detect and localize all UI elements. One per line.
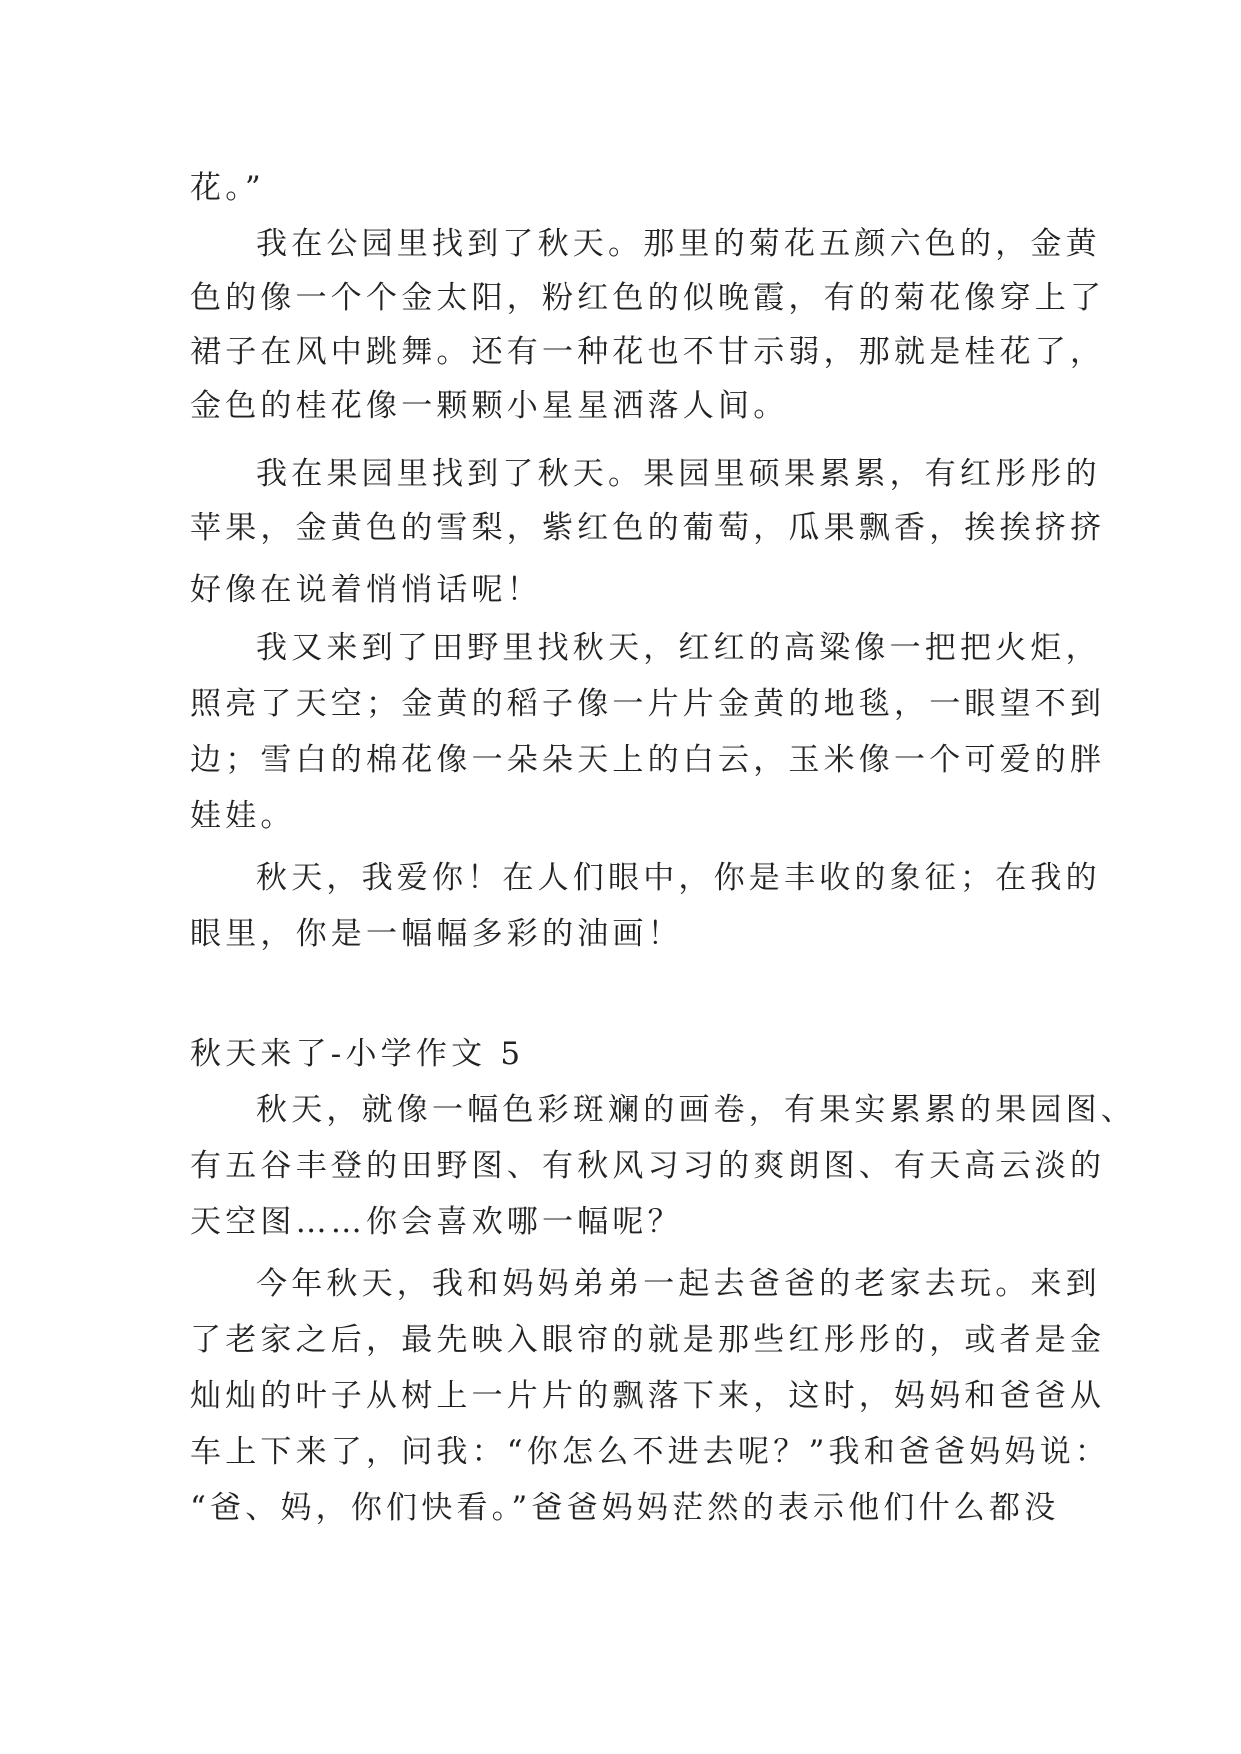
- text-line: 眼里，你是一幅幅多彩的油画！: [190, 916, 683, 952]
- text-line: 好像在说着悄悄话呢！: [190, 572, 542, 608]
- text-line: 裙子在风中跳舞。还有一种花也不甘示弱，那就是桂花了，: [190, 334, 1106, 370]
- paragraph-line: 秋天，就像一幅色彩斑斓的画卷，有果实累累的果园图、: [256, 1092, 1136, 1128]
- paragraph-line: 我又来到了田野里找秋天，红红的高粱像一把把火炬，: [256, 630, 1101, 666]
- paragraph-line: 秋天，我爱你！在人们眼中，你是丰收的象征；在我的: [256, 860, 1101, 896]
- text-line: 车上下来了，问我：“你怎么不进去呢？”我和爸爸妈妈说：: [190, 1434, 1111, 1470]
- paragraph-line: 我在果园里找到了秋天。果园里硕果累累，有红彤彤的: [256, 456, 1101, 492]
- text-line: 色的像一个个金太阳，粉红色的似晚霞，有的菊花像穿上了: [190, 280, 1106, 316]
- text-line: “爸、妈，你们快看。”爸爸妈妈茫然的表示他们什么都没: [190, 1490, 1060, 1526]
- text-line: 灿灿的叶子从树上一片片的飘落下来，这时，妈妈和爸爸从: [190, 1378, 1106, 1414]
- text-line: 花。”: [190, 170, 265, 206]
- text-line: 苹果，金黄色的雪梨，紫红色的葡萄，瓜果飘香，挨挨挤挤: [190, 510, 1106, 546]
- text-line: 天空图……你会喜欢哪一幅呢？: [190, 1204, 683, 1240]
- text-line: 娃娃。: [190, 798, 296, 834]
- paragraph-line: 我在公园里找到了秋天。那里的菊花五颜六色的，金黄: [256, 226, 1101, 262]
- text-line: 了老家之后，最先映入眼帘的就是那些红彤彤的，或者是金: [190, 1322, 1106, 1358]
- text-line: 边；雪白的棉花像一朵朵天上的白云，玉米像一个可爱的胖: [190, 742, 1106, 778]
- section-title: 秋天来了-小学作文 5: [190, 1036, 525, 1072]
- text-line: 金色的桂花像一颗颗小星星洒落人间。: [190, 388, 789, 424]
- paragraph-line: 今年秋天，我和妈妈弟弟一起去爸爸的老家去玩。来到: [256, 1266, 1101, 1302]
- text-line: 有五谷丰登的田野图、有秋风习习的爽朗图、有天高云淡的: [190, 1148, 1106, 1184]
- text-line: 照亮了天空；金黄的稻子像一片片金黄的地毯，一眼望不到: [190, 686, 1106, 722]
